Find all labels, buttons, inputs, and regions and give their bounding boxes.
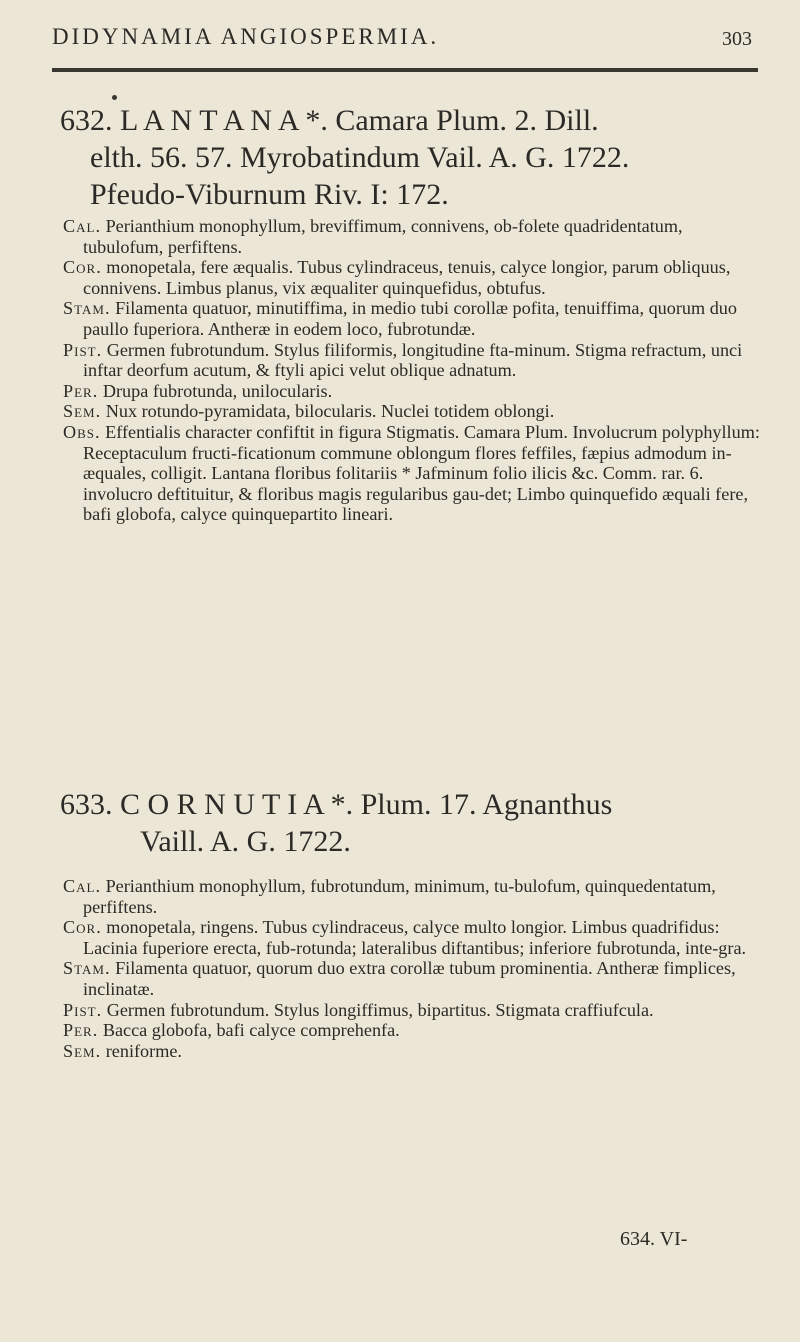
catchword: 634. VI- (620, 1228, 688, 1250)
description-paragraph: Stam. Filamenta quatuor, quorum duo extra corollæ tubum prominentia. Antheræ fimplices, inclinatæ. (63, 958, 736, 999)
header-rule (52, 68, 758, 72)
entry-title-line: 632. L A N T A N A *. Camara Plum. 2. Dill. (60, 104, 599, 137)
entry-title-line: Vaill. A. G. 1722. (140, 825, 351, 858)
entry-title-lantana (60, 102, 770, 213)
entry-title-line: Pfeudo-Viburnum Riv. I: 172. (90, 178, 449, 211)
description-paragraph: Cor. monopetala, fere æqualis. Tubus cylindraceus, tenuis, calyce longior, parum obliquus, connivens. Limbus planus, vix æqualiter quinquefidus, obtufus. (63, 257, 731, 298)
entry-title-line: elth. 56. 57. Myrobatindum Vail. A. G. 1722. (90, 141, 630, 174)
description-paragraph: Pist. Germen fubrotundum. Stylus filiformis, longitudine fta-minum. Stigma refractum, unci inftar deorfum acutum, & ftyli apici velut oblique adnatum. (63, 339, 743, 381)
running-header (52, 20, 752, 60)
description-paragraph: Pist. Germen fubrotundum. Stylus longiffimus, bipartitus. Stigmata craffiufcula. (63, 999, 654, 1020)
page-number: 303 (722, 28, 752, 50)
entry-title-cornutia (60, 786, 770, 860)
description-paragraph: Per. Drupa fubrotunda, unilocularis. (63, 380, 333, 401)
description-paragraph: Stam. Filamenta quatuor, minutiffima, in medio tubi corollæ pofita, tenuiffima, quorum duo paullo fuperiora. Antheræ in eodem loco, fubrotundæ. (63, 298, 737, 339)
entry-title-line: 633. C O R N U T I A *. Plum. 17. Agnanthus (60, 788, 613, 821)
description-paragraph: Obs. Effentialis character confiftit in figura Stigmatis. Camara Plum. Involucrum polyphyllum: Receptaculum fructi-ficationum commune oblongum flores feffiles, fæpius admodum in-æquales, colligit. Lantana floribus folitariis * Jafminum folio ilicis &c. Comm. rar. 6. involucro deftituitur, & floribus magis regularibus gau-det; Limbo quinquefido æquali fere, bafi globofa, calyce quinquepartito lineari. (63, 421, 760, 525)
description-paragraph: Cor. monopetala, ringens. Tubus cylindraceus, calyce multo longior. Limbus quadrifidus: Lacinia fuperiore erecta, fub-rotunda; lateralibus diftantibus; inferiore fubrotunda, inte-gra. (63, 917, 747, 958)
entry-body-lantana (63, 216, 763, 525)
description-paragraph: Per. Bacca globofa, bafi calyce comprehenfa. (63, 1020, 400, 1041)
ink-dot (112, 95, 117, 100)
description-paragraph: Sem. reniforme. (63, 1040, 182, 1061)
entry-body-cornutia (63, 876, 763, 1061)
description-paragraph: Cal. Perianthium monophyllum, breviffimum, connivens, ob-folete quadridentatum, tubulofum, perfiftens. (63, 216, 683, 257)
description-paragraph: Cal. Perianthium monophyllum, fubrotundum, minimum, tu-bulofum, quinquedentatum, perfiftens. (63, 876, 716, 917)
running-title: DIDYNAMIA ANGIOSPERMIA. (52, 24, 440, 49)
description-paragraph: Sem. Nux rotundo-pyramidata, bilocularis. Nuclei totidem oblongi. (63, 401, 555, 422)
